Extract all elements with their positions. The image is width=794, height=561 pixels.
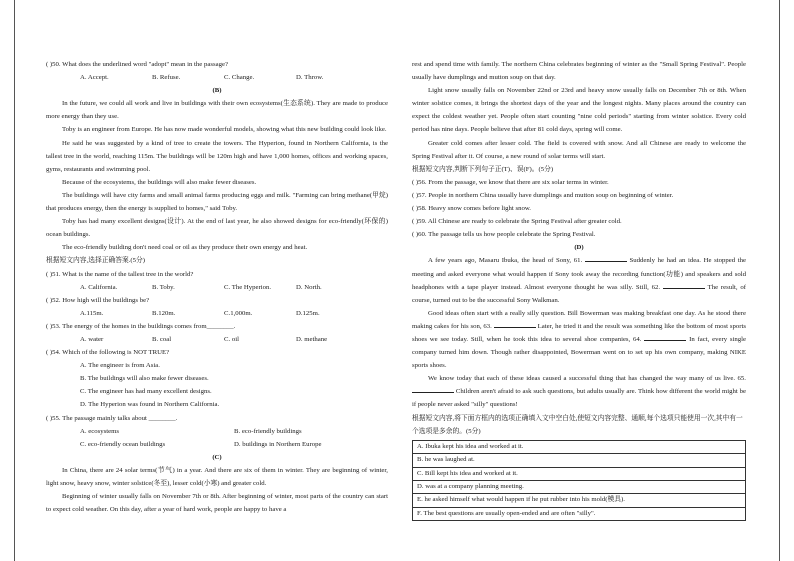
question-58: ( )58. Heavy snow comes before light snow. [412,205,531,213]
option: D. methane [296,335,328,343]
passage-paragraph [412,254,746,306]
question-53: ( )53. The energy of the homes in the buildings comes from________. [46,322,236,330]
box-option: C. Bill kept his idea and worked at it. [413,468,745,481]
option: A.115m. [80,309,104,317]
passage-text: Later, he tried it and the result was something like the bottom of most sports shoes we see today. Still, when he took this idea to several shoe companies, 64. [412,322,746,343]
box-option: B. he was laughed at. [413,454,745,467]
option: B. coal [152,335,172,343]
passage-paragraph: rest and spend time with family. The northern China celebrates beginning of winter as the "Small Spring Festival". People usually have dumplings and mutton soup on that day. [412,61,746,82]
option: A. ecosystems [80,427,119,435]
question-53-options [80,333,388,346]
passage-paragraph: The buildings will have city farms and small animal farms producing eggs and milk. "Farming can bring methane(甲烷) that produces energy, then the energy is supplied to homes," said Toby. [46,191,388,213]
question-50-options [80,71,388,84]
passage-paragraph: Light snow usually falls on November 22nd or 23rd and heavy snow usually falls on December 7th or 8th. When winter solstice comes, it brings the shortest days of the year and the longest nights. Many places around the country can expect the coldest weather yet. People often start counting "nine cold periods" starting from winter solstice. Every cold period has nine days. People believe that after 81 cold days, spring will come. [412,87,746,134]
option: D. The Hyperion was found in Northern California. [80,401,220,409]
option: C.1,000m. [224,309,253,317]
option: B. The buildings will also make fewer diseases. [80,375,209,383]
section-b-instructions: 根据短文内容,选择正确答案.(5分) [46,257,145,265]
passage-paragraph: Toby has had many excellent designs(设计). At the end of last year, he also showed designs for eco-friendly(环保的) ocean buildings. [46,218,388,239]
question-51: ( )51. What is the name of the tallest tree in the world? [46,270,194,278]
option: A. Accept. [80,74,109,82]
passage-text: Suddenly he had an idea. He stopped the meeting and asked everyone what would happen if Sony took away the recording function(功能) and speakers and sold headphones with a tape player instead. Almost everyone thought he was silly. Still, 62. [412,257,746,291]
question-54-options [80,359,388,411]
option: C. Change. [224,74,255,82]
question-60: ( )60. The passage tells us how people celebrate the Spring Festival. [412,231,596,239]
passage-text: Good ideas often start with a really silly question. Bill Bowerman was making breakfast one day. As he stood there making cakes for his son, 63. [412,309,746,330]
passage-paragraph: Beginning of winter usually falls on November 7th or 8th. After beginning of winter, most parts of the country can start to expect cold weather. On this day, after a year of hard work, people are happy to have a [46,493,388,514]
option: B. Toby. [152,283,175,291]
option: C. oil [224,335,240,343]
box-option: E. he asked himself what would happen if he put rubber into his mold(模具). [413,494,745,507]
box-option: F. The best questions are usually open-ended and are often "silly". [417,509,596,517]
passage-paragraph: Toby is an engineer from Europe. He has now made wonderful models, showing what this new building could look like. [62,126,387,134]
passage-paragraph: The eco-friendly building don't need coal or oil as they produce their own energy and heat. [62,244,308,252]
question-54: ( )54. Which of the following is NOT TRUE? [46,349,170,357]
passage-text: A few years ago, Masaru Ibuka, the head of Sony, 61. [428,257,583,265]
option: D. North. [296,283,322,291]
box-option: D. was at a company planning meeting. [413,481,745,494]
question-52-options [80,307,388,320]
option: C. The Hyperion. [224,283,272,291]
option: D. buildings in Northern Europe [234,440,322,448]
question-51-options [80,281,388,294]
passage-paragraph: Greater cold comes after lesser cold. The field is covered with snow. And all Chinese are ready to welcome the Spring Festival after it. Of course, a new round of solar terms will start. [412,139,746,160]
blank-64 [644,333,686,341]
left-column [46,58,388,516]
question-59: ( )59. All Chinese are ready to celebrate the Spring Festival after greater cold. [412,218,622,226]
question-55-options [80,438,388,451]
blank-61 [585,254,627,262]
right-column [412,58,746,521]
section-b-heading: (B) [212,87,222,95]
option: D.125m. [296,309,320,317]
question-57: ( )57. People in northern China usually have dumplings and mutton soup on beginning of winter. [412,191,674,199]
box-option: A. Ibuka kept his idea and worked at it. [413,441,745,454]
passage-paragraph [412,307,746,372]
option: C. The engineer has had many excellent designs. [80,388,212,396]
question-55: ( )55. The passage mainly talks about ________. [46,414,178,422]
blank-62 [663,281,705,289]
question-52: ( )52. How high will the buildings be? [46,296,150,304]
section-c-instructions: 根据短文内容,判断下列句子正(T)、误(F)。(5分) [412,165,554,173]
option: D. Throw. [296,74,324,82]
blank-63 [494,320,536,328]
option: A. water [80,335,104,343]
option: B.120m. [152,309,176,317]
passage-text: We know today that each of these ideas caused a successful thing that has changed the way many of us live. 65. [428,375,746,383]
section-c-heading: (C) [212,453,222,461]
passage-paragraph [412,372,746,411]
passage-paragraph: He said he was suggested by a kind of tree to create the towers. The Hyperion, found in Northern California, is the tallest tree in the world, reaching 115m. The buildings will be 120m high and have 1,000 homes, offices and working spaces, gyms, restaurants and swimming pool. [46,139,388,173]
option: A. The engineer is from Asia. [80,362,160,370]
passage-paragraph: Because of the ecosystems, the buildings will also make fewer diseases. [62,178,257,186]
section-d-heading: (D) [574,244,584,252]
blank-65 [412,385,454,393]
question-56: ( )56. From the passage, we know that there are six solar terms in winter. [412,178,609,186]
question-50: ( )50. What does the underlined word "adopt" mean in the passage? [46,61,228,68]
option: A. California. [80,283,118,291]
option: B. eco-friendly buildings [234,427,302,435]
passage-paragraph: In China, there are 24 solar terms(节气) in a year. And there are six of them in winter. They are beginning of winter, light snow, heavy snow, winter solstice(冬至), lesser cold(小寒) and greater cold. [46,466,388,487]
question-55-options [80,425,388,438]
passage-text: Children aren't afraid to ask such questions, but adults usually are. Think how different the world might be if people never asked "silly" questions! [412,388,747,409]
option: B. Refuse. [152,74,181,82]
options-box [412,440,746,521]
passage-paragraph: In the future, we could all work and live in buildings with their own ecosystems(生态系统). They are made to produce more energy than they use. [46,100,388,121]
passage-text: In fact, every single company turned him down. Though rather disappointed, Bowerman went on to set up his own company, making NIKE sports shoes. [412,335,746,370]
option: C. eco-friendly ocean buildings [80,440,166,448]
passage-text: The result, of course, turned out to be the successful Sony Walkman. [412,283,746,304]
section-d-instructions: 根据短文内容,将下面方框内的选项正确填入文中空白处,使短文内容完整、通顺,每个选项只能使用一次,其中有一个选项是多余的。(5分) [412,414,743,435]
